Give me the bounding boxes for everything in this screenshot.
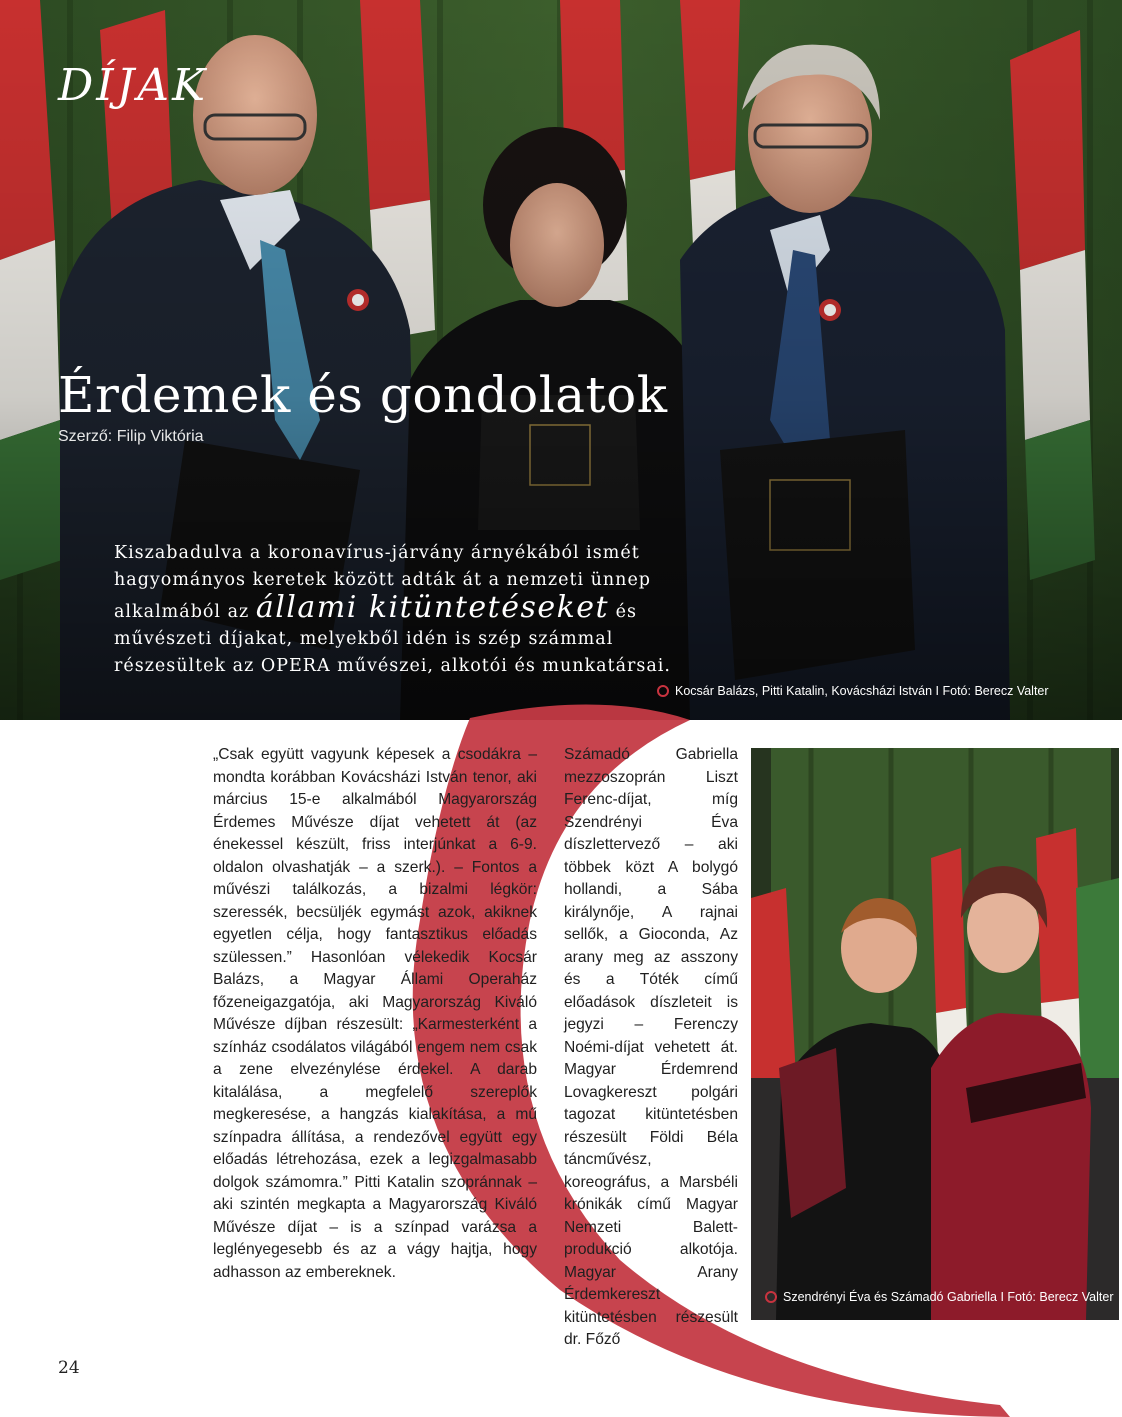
section-label: DÍJAK <box>58 60 208 111</box>
lead-text-start: Kiszabadulva a koronavírus-járvány árnyékából ismét hagyományos keretek között adták át a nemzeti ünnep alkalmából az <box>114 543 652 622</box>
author-byline: Szerző: Filip Viktória <box>58 428 204 445</box>
secondary-photo <box>751 748 1119 1320</box>
body-paragraph-2: Számadó Gabriella mezzoszoprán Liszt Ferenc-díjat, míg Szendrényi Éva díszlettervező – aki többek közt A bolygó hollandi, a Sába királynője, A rajnai sellők, a Gioconda, Az arany meg az asszony és a Tóték című előadások díszleteit is jegyzi – Ferenczy Noémi-díjat vehetett át. Magyar Érdemrend Lovagkereszt polgári tagozat kitüntetésben részesült Földi Béla táncművész, koreográfus, a Marsbéli krónikák című Magyar Nemzeti Balett-produkció alkotója. Magyar Arany Érdemkereszt kitüntetésben részesült dr. Főző <box>564 746 738 1348</box>
page-title: Érdemek és gondolatok <box>58 366 668 424</box>
lead-highlight: állami kitüntetéseket <box>255 590 610 625</box>
body-column-1 <box>213 744 537 1284</box>
caption-ring-icon <box>765 1291 777 1303</box>
hero-caption-text: Kocsár Balázs, Pitti Katalin, Kovácsházi István I Fotó: Berecz Valter <box>675 684 1049 698</box>
page-number: 24 <box>58 1358 80 1378</box>
two-women-photo-illustration <box>751 748 1119 1320</box>
secondary-photo-caption <box>765 1290 1113 1304</box>
body-column-2 <box>564 744 738 1352</box>
secondary-caption-text: Szendrényi Éva és Számadó Gabriella I Fotó: Berecz Valter <box>783 1290 1114 1304</box>
body-paragraph-1: „Csak együtt vagyunk képesek a csodákra – mondta korábban Kovácsházi István tenor, aki március 15-e alkalmából Magyarország Érdemes Művésze díjat vehetett át (az énekessel készült, friss interjúnkat a 6-9. oldalon olvashatják – a szerk.). – Fontos a művészi találkozás, a bizalmi légkör: szeressék, becsüljék egymást azok, akiknek egyetlen célja, hogy fantasztikus előadás szülessen.” Hasonlóan vélekedik Kocsár Balázs, a Magyar Állami Operaház főzeneigazgatója, aki Magyarország Kiváló Művésze díjban részesült: „Karmesterként a színház csodálatos világából engem nem csak a zene elvezénylése érdekel. A darab kitalálása, a megfelelő szereplők megkeresése, a hangzás kialakítása, a mű színpadra állítása, a rendezővel együtt egy előadás létrehozása, ezek a legizgalmasabb dolgok számomra.” Pitti Katalin szopránnak – aki szintén megkapta a Magyarország Kiváló Művésze díjat – is a színpad varázsa a leglényegesebb és az a vágy hajtja, hogy adhasson az embereknek. <box>213 746 537 1281</box>
lead-text-end: és művészeti díjakat, melyekből idén is szép számmal részesültek az OPERA művészei, alkotói és munkatársai. <box>114 602 671 676</box>
